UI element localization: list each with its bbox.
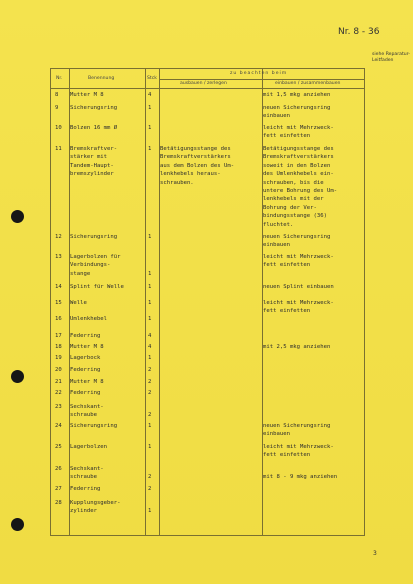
- row-name: Bremskraftver- stärker mit Tandem-Haupt- bremszylinder: [70, 146, 118, 178]
- row-quantity: 1: [148, 270, 152, 277]
- row-install-note: leicht mit Mehrzweck- fett einfetten: [263, 444, 334, 459]
- row-remove-note: Betätigungsstange des Bremskraftverstärkers aus dem Bolzen des Um- lenkhebels heraus- schrauben.: [160, 146, 235, 186]
- row-name: Welle: [70, 300, 87, 306]
- header-subdivider: [159, 79, 365, 80]
- header-remove: ausbauen / zerlegen: [180, 81, 227, 86]
- header-divider: [50, 88, 365, 89]
- row-name: Lagerbolzen: [70, 444, 108, 450]
- row-number: 14: [55, 284, 62, 290]
- row-quantity: 2: [148, 390, 152, 396]
- row-install-note: neuen Sicherungsring einbauen: [263, 105, 331, 120]
- row-name: Federring: [70, 333, 101, 339]
- row-number: 9: [55, 105, 59, 111]
- row-quantity: 1: [148, 316, 152, 322]
- header-qty: Stck: [147, 76, 157, 81]
- side-note: siehe Reparatur-Leitfaden: [372, 52, 410, 63]
- row-name: Sicherungsring: [70, 423, 118, 429]
- row-install-note: mit 2,5 mkg anziehen: [263, 344, 331, 350]
- row-number: 24: [55, 423, 62, 429]
- row-number: 8: [55, 92, 59, 98]
- row-quantity: 2: [148, 412, 152, 419]
- row-name: Sechskant- schraube: [70, 466, 104, 481]
- row-name: Lagerbolzen für Verbindungs- stange: [70, 254, 121, 277]
- row-number: 21: [55, 379, 62, 385]
- row-name: Umlenkhebel: [70, 316, 108, 322]
- row-install-note: leicht mit Mehrzweck- fett einfetten: [263, 125, 334, 140]
- row-name: Mutter M 8: [70, 92, 104, 98]
- row-name: Lagerbock: [70, 355, 101, 361]
- row-number: 18: [55, 344, 62, 350]
- row-number: 19: [55, 355, 62, 361]
- row-number: 17: [55, 333, 62, 339]
- row-name: Bolzen 16 mm Ø: [70, 125, 118, 131]
- row-number: 12: [55, 234, 62, 240]
- row-quantity: 2: [148, 486, 152, 492]
- row-quantity: 2: [148, 367, 152, 373]
- row-install-note: Betätigungsstange des Bremskraftverstärkers soweit in den Bolzen des Umlenkhebels ein- schrauben, bis die untere Bohrung des Um- lenkhebels mit der Bohrung der Ver- bindungsstange (36) fluchtet.: [263, 146, 338, 228]
- row-number: 10: [55, 125, 62, 131]
- row-quantity: 1: [148, 125, 152, 131]
- page-number: Nr. 8 - 36: [338, 27, 380, 37]
- row-quantity: 1: [148, 105, 152, 111]
- row-quantity: 4: [148, 92, 152, 98]
- row-quantity: 1: [148, 423, 152, 429]
- footer-page-number: 3: [373, 550, 377, 557]
- row-number: 23: [55, 404, 62, 410]
- row-quantity: 1: [148, 444, 152, 450]
- row-install-note: mit 8 - 9 mkg anziehen: [263, 474, 338, 481]
- row-install-note: mit 1,5 mkg anziehen: [263, 92, 331, 98]
- row-name: Sicherungsring: [70, 105, 118, 111]
- row-name: Mutter M 8: [70, 344, 104, 350]
- row-quantity: 4: [148, 344, 152, 350]
- row-name: Sechskant- schraube: [70, 404, 104, 419]
- row-quantity: 1: [148, 300, 152, 306]
- row-install-note: neuen Sicherungsring einbauen: [263, 234, 331, 249]
- row-number: 26: [55, 466, 62, 472]
- row-quantity: 1: [148, 234, 152, 240]
- row-name: Federring: [70, 486, 101, 492]
- header-group: zu beachten beim: [230, 71, 288, 76]
- row-install-note: leicht mit Mehrzweck- fett einfetten: [263, 300, 334, 315]
- row-install-note: neuen Splint einbauen: [263, 284, 334, 290]
- row-quantity: 2: [148, 379, 152, 385]
- row-install-note: neuen Sicherungsring einbauen: [263, 423, 331, 438]
- row-number: 16: [55, 316, 62, 322]
- punch-hole: [11, 210, 24, 223]
- row-number: 20: [55, 367, 62, 373]
- header-nr: Nr.: [56, 76, 63, 81]
- row-name: Mutter M 8: [70, 379, 104, 385]
- row-quantity: 1: [148, 146, 152, 152]
- column-divider: [145, 68, 146, 536]
- header-name: Benennung: [88, 76, 115, 81]
- row-number: 13: [55, 254, 62, 260]
- row-name: Sicherungsring: [70, 234, 118, 240]
- row-quantity: 1: [148, 284, 152, 290]
- row-number: 22: [55, 390, 62, 396]
- row-name: Federring: [70, 390, 101, 396]
- row-name: Kupplungsgeber- zylinder: [70, 500, 121, 515]
- row-name: Federring: [70, 367, 101, 373]
- row-quantity: 2: [148, 474, 152, 481]
- column-divider: [159, 68, 160, 536]
- row-quantity: 4: [148, 333, 152, 339]
- row-install-note: leicht mit Mehrzweck- fett einfetten: [263, 254, 334, 269]
- row-number: 28: [55, 500, 62, 506]
- punch-hole: [11, 370, 24, 383]
- row-name: Splint für Welle: [70, 284, 124, 290]
- punch-hole: [11, 518, 24, 531]
- row-number: 27: [55, 486, 62, 492]
- row-quantity: 1: [148, 508, 152, 515]
- row-number: 15: [55, 300, 62, 306]
- header-install: einbauen / zusammenbauen: [275, 81, 341, 86]
- row-quantity: 1: [148, 355, 152, 361]
- row-number: 25: [55, 444, 62, 450]
- row-number: 11: [55, 146, 62, 152]
